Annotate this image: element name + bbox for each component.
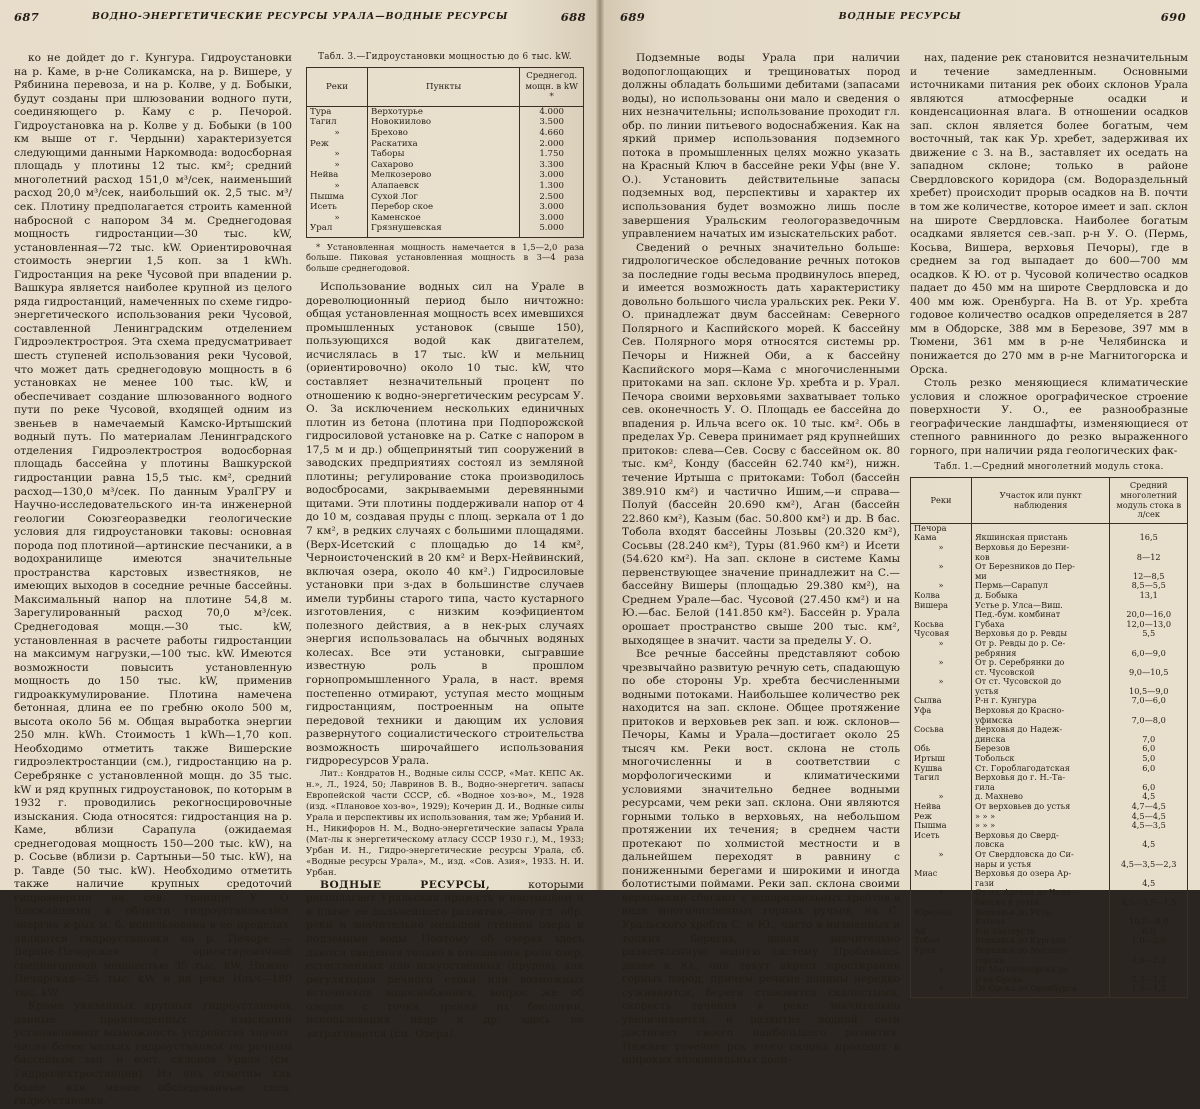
table-cell-value: 6,0 [1110, 764, 1188, 774]
table-cell-location: Верховья до Красно- [971, 706, 1110, 716]
table-cell-value: 9,0—10,5 [1110, 668, 1188, 678]
table-cell-value: 10,0—8,0 [1110, 917, 1188, 927]
table-cell-location: д. Бобыка [971, 591, 1110, 601]
paragraph: Все речные бассейны представляют собою чрезвычайно развитую речную сеть, спадающую по обе стороны Ур. хребта бесчисленными водными потоками. Наибольшее количество рек находится на зап. склоне. Общее протяжение притоков и верховьев рек зап. и юж. склонов—Печоры, Камы и Урала—достигает около 25 тысяч км. Реки вост. склона не столь многочисленны и в соответствии с морфологическими и климатическими условиями значительно беднее водными ресурсами, чем реки зап. склона. Они являются горными только в верховьях, на небольшом протяжении их течения; в среднем части протекают по холмистой местности и в дальнейшем переходят в равнину с пониженными берегами и широкими и иногда болотистыми поймами. Реки зап. склона своими верховьями сбегают с водораздельных хребтов в виде многочисленных горных ручьев, на С. Уральского хребта С. и Ю., часто в низменных и топких берегах, давая значительно разветвленную водную систему. Пробиваясь далее к Ю., они текут вкрест простирания горных пород, причем речные долины нередко суживаются, берега становятся скалистыми, скорость течения в реке значительно увеличивается, и развитие водной сети достигает своего наибольшего развития. Нижнее течение рек этого склона проходит в широких аллювиальных доли- [622, 648, 900, 1067]
table-cell-value: 4,5 [1110, 879, 1188, 889]
table-cell-river: » [911, 965, 972, 975]
table-cell-location: Каменское [367, 213, 519, 224]
table-cell-river: Косьва [911, 620, 972, 630]
table-cell-value: 3.000 [520, 170, 584, 181]
running-header [14, 10, 586, 28]
table-header: Среднегод. мощн. в kW * [520, 68, 584, 107]
table-cell-location: Верховья до Усть- [971, 908, 1110, 918]
table-cell-value: 16,5 [1110, 533, 1188, 543]
literature-references: Лит.: Кондратов Н., Водные силы СССР, «Мат. КЕПС Ак. н.», Л., 1924, 50; Лавринов В. В., Водно-энергетич. запасы Европейской части СССР, сб. «Водное хоз-во», М., 1928 (изд. «Плановое хоз-во», 1929); Кочерин Д. И., Водные силы Урала и перспективы их использования, там же; Урбаний И. Н., Никифоров Н. М., Водно-энергетические запасы Урала (Мат-лы к энергетическому атласу СССР 1930 г.), М., 1933; Урбан И. Н., Гидро-энергетические ресурсы Урала, сб. «Водные ресурсы Урала», М., изд. «Сов. Азия», 1933. Н. И. Урбан. [306, 768, 584, 878]
table-cell-location: Верховья до Магнито- [971, 946, 1110, 956]
article-heading: ВОДНЫЕ РЕСУРСЫ, [320, 878, 491, 891]
table-cell-value: 4.660 [520, 128, 584, 139]
table-cell-location: ми [971, 572, 1110, 582]
table-cell-location: От р. Ревды до р. Се- [971, 639, 1110, 649]
table-cell-river: Тура [307, 106, 368, 117]
table-cell-value: 4,5—3,5 [1110, 821, 1188, 831]
table-cell-river: Иртыш [911, 754, 972, 764]
right-page [600, 0, 1200, 1067]
table-cell-river: Исеть [911, 831, 972, 841]
paragraph: ко не дойдет до г. Кунгура. Гидроустановки на р. Каме, в р-не Соликамска, на р. Вишере, у Рябинина перевоза, и на р. Колве, у д. Бобыки, будут созданы при шлюзовании водного пути, соединяющего р. Каму с р. Печорой. Гидроустановка на р. Колве у д. Бобыки (в 100 км выше от г. Чердыни) характеризуется следующими данными Наркомвода: водосборная площадь у плотины 12 тыс. км²; средний многолетний расход 151,0 м³/сек, наименьший расход 20,0 м³/сек, наибольший ок. 2,5 тыс. м³/сек. Плотину предполагается строить каменной набросной с напором 34 м. Среднегодовая мощность гидростанции—30 тыс. kW, установленная—72 тыс. kW. Ориентировочная стоимость энергии 1,5 коп. за 1 kWh. Гидростанция на реке Чусовой при впадении р. Вашкура является наиболее крупной из целого ряда гидростанций, намеченных по схеме гидро-энергетического использования реки Чусовой, составленной Ленинградским отделением Гидроэлектростроя. Эта схема предусматривает шесть ступеней использования реки Чусовой, что может дать среднегодовую мощность в 6 установках не менее 100 тыс. kW, и обеспечивает создание шлюзованного водного пути по реке Чусовой, входящей одним из звеньев в намечаемый Камско-Иртышский водный путь. По материалам Ленинградского отделения Гидроэлектростроя водосборная площадь бассейна у плотины Вашкурской гидростанции равна 15,5 тыс. км², средний расход—130,0 м³/сек. По данным УралГРУ и Научно-исследовательского ин-та инженерной геологии Союзгеоразведки геологические условия для гидроустановки таковы: основная порода под плотиной—артинские песчаники, а в водохранилище имеются значительные пространства карстовых известняков, не имеющих выходов в соседние речные бассейны. Максимальный напор на плотине 54,8 м. Зарегулированный расход 70,0 м³/сек. Среднегодовая мощн.—30 тыс. kW, установленная в расчете работы гидростанции на максимум нагрузки,—100 тыс. kW. Имеются возможности повысить установленную мощность до 150 тыс. kW, применив гидроаккумулирование. Плотина намечена бетонная, длина ее по гребню около 500 м, высота около 56 м. Общая выработка энергии 250 млн. kWh. Стоимость 1 kWh—1,70 коп. Необходимо отметить также Вишерские гидроэлектростанции (см.), гидростанцию на р. Серебрянке с установленной мощн. до 35 тыс. kW и ряд крупных гидроустановок, по которым в 1932 г. проводились рекогносцировочные изыскания. Сюда относятся: гидростанция на р. Каме, вблизи Сарапула (ожидаемая среднегодовая мощность 150—200 тыс. kW), на р. Сосьве (вблизи р. Сартыньи—50 тыс. kW), на р. Тавде (50 тыс. kW). Необходимо отметить также наличие крупных средоточий гидроэнергии на сев. границе У. О. Ближайшими к области гидроустановками, энергия к-рых м. б. использована в ее пределах, являются гидроустановки на р. Печоре — Верхне-Печорская с ориентировочной среднегодовой мощностью 35 тыс. kW, Нижне-Печорская—25 тыс. kW и на реке Ильч—180 тыс. kW. [14, 52, 292, 999]
table-cell-river: Тагил [307, 117, 368, 128]
table-cell-location: устья [971, 687, 1110, 697]
table-cell-river: » [911, 581, 972, 591]
table-cell-location: Верховья до Березни- [971, 543, 1110, 553]
table-cell-river: » [911, 639, 972, 649]
table-cell-value: 1.750 [520, 149, 584, 160]
table-cell-river: Ай [911, 927, 972, 937]
table-row [307, 192, 584, 203]
table-cell-value: 5.000 [520, 223, 584, 237]
table-cell-value: 6,0—9,0 [1110, 649, 1188, 659]
table-cell-river: » [307, 213, 368, 224]
table-body [911, 523, 1188, 997]
table-cell-value: 20,0—16,0 [1110, 610, 1188, 620]
table-cell-location: Губаха [971, 620, 1110, 630]
table-cell-location: нары и устья [971, 860, 1110, 870]
table-cell-location: От Березников до Пер- [971, 562, 1110, 572]
table-row [307, 202, 584, 213]
table-row [307, 213, 584, 224]
table-cell-location: ст. Чусовской [971, 668, 1110, 678]
table-cell-river: Колва [911, 591, 972, 601]
left-page [0, 0, 600, 1108]
table-cell-value: 6,0 [1110, 744, 1188, 754]
table-cell-location: динска [971, 735, 1110, 745]
table-cell-location: уфимска [971, 716, 1110, 726]
table-cell-value: 4,5—4,5 [1110, 812, 1188, 822]
table-cell-value: 7,0—8,0 [1110, 716, 1188, 726]
table-cell-value: 12,0—13,0 [1110, 620, 1188, 630]
table-cell-value: 13,1 [1110, 591, 1188, 601]
table-cell-river: » [911, 792, 972, 802]
table-cell-location: Мелкозерово [367, 170, 519, 181]
table-row [911, 984, 1188, 997]
table-cell-location: ребряния [971, 649, 1110, 659]
table-hydro-installations [306, 67, 584, 238]
table-cell-value: 4,5 [1110, 840, 1188, 850]
table-row [307, 160, 584, 171]
table-cell-river: Реж [911, 812, 972, 822]
table-cell-river: Пышма [911, 821, 972, 831]
table-cell-location: Брехово [367, 128, 519, 139]
table-cell-location: Сухой Лог [367, 192, 519, 203]
table-cell-value: 4,0—2,2 [1110, 956, 1188, 966]
table-row [307, 128, 584, 139]
table-cell-location: Верховья до г. Н.-Та- [971, 773, 1110, 783]
table-cell-value: 2,3—1,5 [1110, 975, 1188, 985]
table-cell-river: » [911, 984, 972, 997]
paragraph: нах, падение рек становится незначительным и течение замедленным. Основными источниками питания рек обоих склонов Урала являются атмосферные осадки и конденсационная влага. В отношении осадков зап. склон является более богатым, чем восточный, так как Ур. хребет, задерживая их движение с З. на В., заставляет их оседать на западном склоне; только в районе Свердловского коридора (см. Водораздельный хребет) происходит прорыв осадков на В. почти в том же количестве, которое имеет и зап. склон на широте Свердловска. Наиболее богатым осадками является сев.-зап. р-н У. О. (Пермь, Косьва, Вишера, верховья Печоры), где в среднем за год выпадает до 600—700 мм осадков. К Ю. от р. Чусовой количество осадков падает до 450 мм на широте Свердловска и до 400 мм юж. Оренбурга. На В. от Ур. хребта годовое количество осадков определяется в 287 мм в Обдорске, 388 мм в Березове, 397 мм в Тюмени, 361 мм в р-не Челябинска и понижается до 270 мм в р-не Магнитогорска и Орска. [910, 52, 1188, 376]
table-runoff-modulus [910, 477, 1188, 997]
table-row [307, 117, 584, 128]
table-cell-location: От верховьев до устья [971, 802, 1110, 812]
table-cell-value: 8,5—5,5 [1110, 581, 1188, 591]
table-row [307, 139, 584, 150]
paragraph: Подземные воды Урала при наличии водопоглощающих и трещиноватых пород должны обладать большими дебитами (запасами воды), но использованы они мало и сведения о них незначительны; использование проходит гл. обр. по линии питьевого водоснабжения. Как на яркий пример использования подземного потока в промышленных целях можно указать на Красный Ключ в бассейне реки Уфы (вне У. О.). Установить действительные запасы подземных вод, перспективы и характер их использования будет возможно лишь после завершения Уральским геологоразведочным управлением начатых им изыскательских работ. [622, 52, 900, 241]
table-cell-river: Нейва [911, 802, 972, 812]
table-cell-value: 6,0 [1110, 783, 1188, 793]
table-row [307, 223, 584, 237]
table-cell-river: » [911, 562, 972, 572]
table-cell-river: Урал [307, 223, 368, 237]
text-column-right [910, 52, 1188, 994]
table-cell-river: Чусовая [911, 629, 972, 639]
table-cell-location: ков [971, 553, 1110, 563]
paragraph: Сведений о речных значительно больше: гидрологическое обследование речных потоков за последние годы весьма продвинулось вперед, и имеется возможность дать характеристику довольно большого числа уральских рек. Реки У. О. принадлежат двум бассейнам: Северного Полярного и Каспийского морей. К бассейну Сев. Полярного моря относятся системы рр. Печоры и Нижней Оби, а к бассейну Каспийского моря—Кама с многочисленными притоками на зап. склоне Ур. хребта и р. Урал. Печора своими верховьями захватывает только сев. оконечность У. О. Площадь ее бассейна до впадения р. Ильча всего ок. 10 тыс. км². Обь в пределах Ур. Севера принимает ряд крупнейших притоков: слева—Сев. Сосву с бассейном ок. 80 тыс. км², Конду (бассейн 62.740 км²), нижн. течение Иртыша с притоками: Тобол (бассейн 389.910 км²) и частично Ишим,—и справа—Полуй (бассейн 20.690 км²), Аган (бассейн 22.860 км²), Казым (бас. 50.800 км²) и др. В бас. Тобола входят бассейны Лозьвы (20.320 км²), Сосьвы (28.240 км²), Туры (81.960 км²) и Исети (54.620 км²). На зап. склоне в системе Камы первенствующее значение принадлежит на С.—бассейну Вишеры (площадью 29.380 км²), на Среднем Урале—бас. Чусовой (27.450 км²) и на Ю.—бас. Белой (141.850 км²). Бассейн р. Урала орошает пространство свыше 200 тыс. км², выходящее в значит. части за пределы У. О. [622, 241, 900, 647]
table-cell-river: Исеть [307, 202, 368, 213]
table-cell-location: Устье р. Улса—Виш. [971, 601, 1110, 611]
running-title: ВОДНЫЕ РЕСУРСЫ [838, 11, 962, 22]
table-cell-river: Миас [911, 869, 972, 879]
table-cell-value: 1.300 [520, 181, 584, 192]
table-cell-location: Тобольск [971, 754, 1110, 764]
table-cell-location: От р. Серебрянки до [971, 658, 1110, 668]
table-cell-location: Раскатиха [367, 139, 519, 150]
table-cell-value: 1,5—1,2 [1110, 984, 1188, 997]
table-cell-location: От ст. Чусовской до [971, 677, 1110, 687]
table-cell-river: » [911, 850, 972, 860]
table-cell-location: От Магнитогорска до [971, 965, 1110, 975]
table-cell-river: » [307, 149, 368, 160]
article-start [306, 879, 584, 1042]
table-cell-location: » » » [971, 812, 1110, 822]
table-cell-location: гази [971, 879, 1110, 889]
table-cell-location: д. Махнево [971, 792, 1110, 802]
table-cell-location: Верховья до р. Ревды [971, 629, 1110, 639]
table-cell-value: 7,0—6,0 [1110, 696, 1188, 706]
table-header: Участок или пункт наблюдения [971, 478, 1110, 523]
table-cell-location: гила [971, 783, 1110, 793]
table-cell-value: 4,5 [1110, 792, 1188, 802]
table-cell-value: 4,5—3,5—1,5 [1110, 898, 1188, 908]
table-cell-river: Кама [911, 533, 972, 543]
paragraph: Столь резко меняющиеся климатические условия и сложное орографическое строение поверхности У. О., ее разнообразные географические ландшафты, изменяющиеся от степного равнинного до резко выраженного горного, при наличии ряда геологических фак- [910, 377, 1188, 457]
table-body [307, 106, 584, 237]
table-cell-location: Якшинская пристань [971, 533, 1110, 543]
table-cell-river: » [911, 658, 972, 668]
table-cell-location: Верховья до Сверд- [971, 831, 1110, 841]
table-cell-river: Обь [911, 744, 972, 754]
running-title: ВОДНО-ЭНЕРГЕТИЧЕСКИЕ РЕСУРСЫ УРАЛА—ВОДНЫЕ РЕСУРСЫ [91, 11, 509, 22]
table-cell-river: Печора [911, 523, 972, 533]
table-cell-value: 3.500 [520, 117, 584, 128]
table-header: Реки [307, 68, 368, 107]
table-cell-location: Верховья до Надеж- [971, 725, 1110, 735]
table-cell-value: 4,7—4,5 [1110, 802, 1188, 812]
table-cell-value: 3.300 [520, 160, 584, 171]
table-cell-location: От Свердловска до Си- [971, 850, 1110, 860]
table-cell-value: 12—8,5 [1110, 572, 1188, 582]
table-cell-river: Тобол [911, 936, 972, 946]
table-cell-value: 4.000 [520, 106, 584, 117]
page-number: 688 [560, 10, 586, 24]
table-cell-river: » [307, 128, 368, 139]
table-cell-value: 3.000 [520, 202, 584, 213]
table-cell-location: Сахарово [367, 160, 519, 171]
table-cell-location: » » » [971, 821, 1110, 831]
table-cell-value: 2.000 [520, 139, 584, 150]
table-cell-location: Р-н г. Кунгура [971, 696, 1110, 706]
table-cell-location: Новокиилово [367, 117, 519, 128]
table-title: Табл. 3.—Гидроустановки мощностью до 6 тыс. kW. [318, 52, 572, 62]
table-cell-location: От оз. Аргази до Челя- [971, 888, 1110, 898]
table-row [307, 106, 584, 117]
table-cell-location: Алапаевск [367, 181, 519, 192]
table-cell-river: Урал [911, 946, 972, 956]
table-cell-river: Вишера [911, 601, 972, 611]
table-cell-river: Уфа [911, 706, 972, 716]
table-cell-location: Таборы [367, 149, 519, 160]
table-cell-value: 1,0—2,0 [1110, 936, 1188, 946]
table-cell-location: Березов [971, 744, 1110, 754]
table-cell-location: Ст. Гороблагодатская [971, 764, 1110, 774]
table-cell-river: Сылва [911, 696, 972, 706]
text-column-right [306, 52, 584, 1040]
table-cell-river: » [307, 160, 368, 171]
table-cell-river: Сосьва [911, 725, 972, 735]
table-cell-location: ловска [971, 840, 1110, 850]
book-gutter [596, 0, 604, 890]
table-title: Табл. 1.—Средний многолетний модуль стока. [934, 462, 1164, 473]
table-header: Пункты [367, 68, 519, 107]
page-number: 689 [620, 10, 646, 24]
table-cell-river: » [911, 888, 972, 898]
table-cell-river: » [911, 677, 972, 687]
table-cell-river: Нейва [307, 170, 368, 181]
table-cell-river: Реж [307, 139, 368, 150]
table-cell-river: » [911, 543, 972, 553]
table-cell-location: Грязнушевская [367, 223, 519, 237]
table-cell-location: Пед.-бум. комбинат [971, 610, 1110, 620]
table-footnote: * Установленная мощность намечается в 1,5—2,0 раза больше. Пиковая установленная мощность в 3—4 раза больше среднегодовой. [306, 241, 584, 273]
table-cell-value: 5,0 [1110, 754, 1188, 764]
table-cell-value: 7,0 [1110, 735, 1188, 745]
table-cell-location: Катава [971, 917, 1110, 927]
text-column-left [14, 52, 292, 1108]
table-cell-value: 10,5—9,0 [1110, 687, 1188, 697]
table-cell-river: Тагил [911, 773, 972, 783]
table-cell-river: Юрезань [911, 908, 972, 918]
table-row [307, 170, 584, 181]
table-cell-location: От Орска до Оренбурга [971, 984, 1110, 997]
page-number: 687 [14, 10, 40, 24]
table-cell-location: Пермь—Сарапул [971, 581, 1110, 591]
table-row [307, 149, 584, 160]
table-cell-location: р-на Орска [971, 975, 1110, 985]
running-header [614, 10, 1186, 28]
table-row [307, 181, 584, 192]
table-cell-location: бинска и устья [971, 898, 1110, 908]
text-column-left [622, 52, 900, 1067]
table-cell-value: 4,5—3,5—2,3 [1110, 860, 1188, 870]
table-cell-location: горска [971, 956, 1110, 966]
table-cell-river: » [307, 181, 368, 192]
table-cell-value: 3.000 [520, 213, 584, 224]
paragraph: Кроме указанных крупных гидроустановок данные произведенных изысканий устанавливают возможность устройства значит. числа более мелких гидроустановок по речным бассейнам зап. и вост. склонов Урала (см. Гидроэлектростанции). Из них отметим как более или менее обследованные след. гидроустановки. [14, 1000, 292, 1108]
table-header: Реки [911, 478, 972, 523]
table-cell-river: Кушва [911, 764, 972, 774]
table-cell-location: Верховья до Кургана [971, 936, 1110, 946]
table-cell-location: Р-н Златоуста [971, 927, 1110, 937]
table-cell-location: Верхотурье [367, 106, 519, 117]
table-cell-river: Пышма [307, 192, 368, 203]
page-number: 690 [1160, 10, 1186, 24]
article-text: которыми располагает Уральская пром-сть в настоящем и в плане ее дальнейшего развития,—это гл. обр. реки и значительно меньшей степени озера и подземные воды. Поэтому об озерах здесь даются сведения только в отношении роли озер, естественных или искусственных (прудов), как регуляторов речного стока или возможных источников водоснабжения, вопрос же об озерах с точки зрения их биологии, использования недр и др. здесь не затрагивается (см. Озера). [306, 878, 584, 1040]
table-cell-location: Верховья до озера Ар- [971, 869, 1110, 879]
table-cell-value: 8—12 [1110, 553, 1188, 563]
table-cell-value: 2.500 [520, 192, 584, 203]
table-header: Средний многолетний модуль стока в л/сек [1110, 478, 1188, 523]
table-cell-value: 5,5 [1110, 629, 1188, 639]
table-cell-value: 6,0 [1110, 927, 1188, 937]
table-cell-location: Перебор ское [367, 202, 519, 213]
paragraph: Использование водных сил на Урале в дореволюционный период было ничтожно: общая установленная мощность всех имевшихся промышленных установок (свыше 150), пользующихся водой как двигателем, исчислялась в 17 тыс. kW и мельниц (ориентировочно) около 10 тыс. kW, что составляет незначительный процент по отношению к водно-энергетическим ресурсам У. О. За исключением нескольких единичных плотин из бетона (плотина при Подпорожской гидросиловой установке на р. Сатке с напором в 17,5 м и др.) общепринятый тип сооружений в заводских предприятиях состоял из земляной плотины; регулирование стока производилось водосбросами, закрываемыми деревянными щитами. Эти плотины поддерживали напор от 4 до 10 м, создавая пруды с площ. зеркала от 1 до 7 км², в редких случаях с большими площадями. (Верх-Исетский с площадью до 14 км², Черноисточенский в 20 км² и Верх-Нейвинский, включая озера, около 40 км².) Гидросиловые установки при з-дах в большинстве случаев имели турбины старого типа, часто кустарного изготовления, с низким коэфициентом полезного действия, а в нек-рых случаях энергия использовалась на обычных водяных колесах. Все эти установки, сыгравшие известную роль в прошлом горнопромышленного Урала, в наст. время постепенно отмирают, уступая место мощным гидростанциям, построенным на опыте передовой техники и дающим их условия развернутого социалистического строительства возможность широчайшего использования гидроресурсов Урала. [306, 281, 584, 768]
